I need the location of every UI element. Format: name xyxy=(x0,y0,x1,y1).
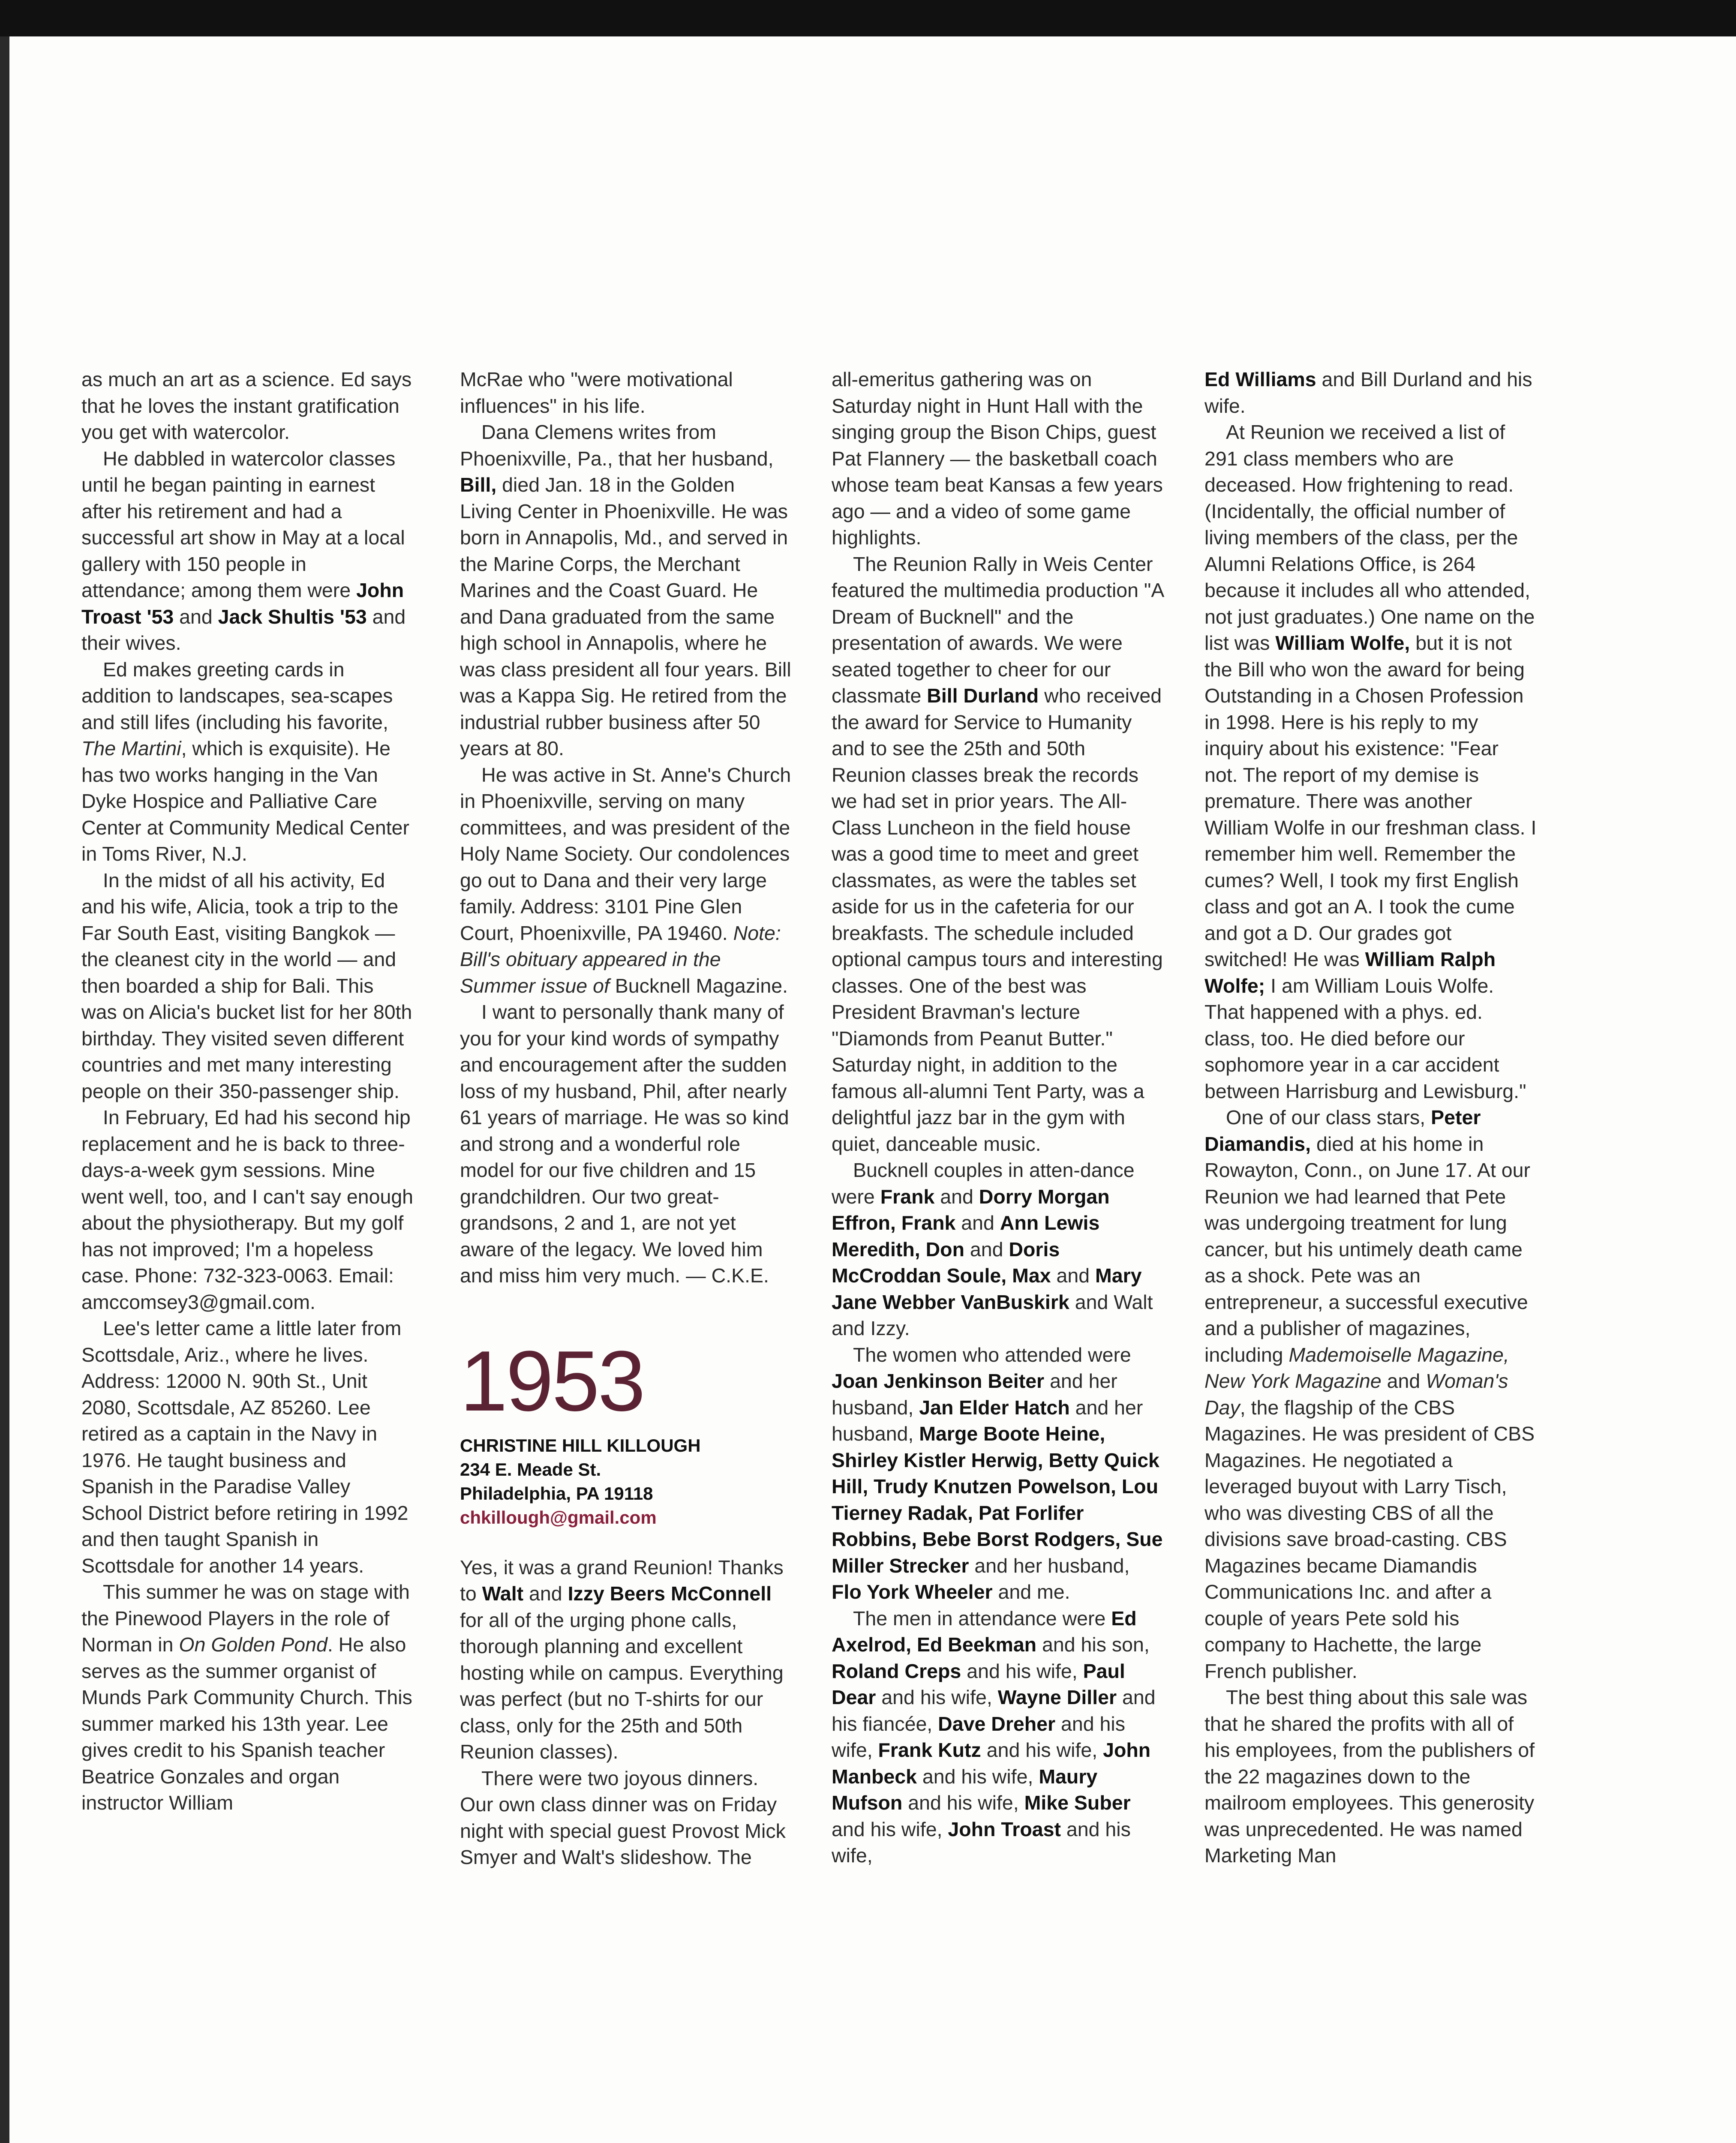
paragraph: The men in attendance were Ed Axelrod, Ed Beekman and his son, Roland Creps and his wife, Paul Dear and his wife, Wayne Diller and his fiancée, Dave Dreher and his wife, Frank Kutz and his wife, John Manbeck and his wife, Maury Mufson and his wife, Mike Suber and his wife, John Troast and his wife, xyxy=(832,1607,1156,1867)
person-name: Walt xyxy=(482,1582,524,1605)
person-name: Izzy Beers McConnell xyxy=(568,1582,772,1605)
paragraph: Yes, it was a grand Reunion! Thanks to Walt and Izzy Beers McConnell for all of the urging phone calls, thorough planning and excellent hosting while on campus. Everything was perfect (but no T-shirts for our class, only for the 25th and 50th Reunion classes). xyxy=(460,1556,784,1763)
paragraph: One of our class stars, Peter Diamandis, died at his home in Rowayton, Conn., on June 17. At our Reunion we had learned that Pete was undergoing treatment for lung cancer, but his untimely death came as a shock. Pete was an entrepreneur, a successful executive and a publisher of magazines, including Mademoiselle Magazine, New York Magazine and Woman's Day, the flagship of the CBS Magazines. He was president of CBS Magazines. He negotiated a leveraged buyout with Larry Tisch, who was divesting CBS of all the divisions save broad-casting. CBS Magazines became Diamandis Communications Inc. and after a couple of years Pete sold his company to Hachette, the large French publisher. xyxy=(1204,1106,1535,1682)
paragraph: Ed makes greeting cards in addition to landscapes, sea-scapes and still lifes (including his favorite, The Martini, which is exquisite). He has two works hanging in the Van Dyke Hospice and Palliative Care Center at Community Medical Center in Toms River, N.J. xyxy=(81,658,409,865)
person-name: Bill Durland xyxy=(927,684,1039,707)
paragraph: This summer he was on stage with the Pinewood Players in the role of Norman in On Golden Pond. He also serves as the summer organist of Munds Park Community Church. This summer marked his 13th year. Lee gives credit to his Spanish teacher Beatrice Gonzales and organ instructor William xyxy=(81,1581,412,1814)
correspondent-street: 234 E. Meade St. xyxy=(460,1459,601,1480)
column-1 xyxy=(81,366,414,1816)
paragraph: I want to personally thank many of you for your kind words of sympathy and encouragement after the sudden loss of my husband, Phil, after nearly 61 years of marriage. He was so kind and strong and a wonderful role model for our five children and 15 grandchildren. Our two great-grandsons, 2 and 1, are not yet aware of the legacy. We loved him and miss him very much. — C.K.E. xyxy=(460,1001,789,1287)
correspondent-name: CHRISTINE HILL KILLOUGH xyxy=(460,1435,701,1456)
person-name: John Troast '53 xyxy=(81,579,404,628)
person-name: Jack Shultis '53 xyxy=(218,605,367,628)
correspondent-email[interactable]: chkillough@gmail.com xyxy=(460,1507,657,1528)
class-correspondent-contact xyxy=(460,1434,792,1530)
paragraph: In February, Ed had his second hip replacement and he is back to three-days-a-week gym sessions. Mine went well, too, and I can't say enough about the physiotherapy. But my golf has not improved; I'm a hopeless case. Phone: 732-323-0063. Email: amccomsey3@gmail.com. xyxy=(81,1106,414,1313)
paragraph: Ed Williams and Bill Durland and his wife. xyxy=(1204,368,1532,417)
paragraph: all-emeritus gathering was on Saturday night in Hunt Hall with the singing group the Bison Chips, guest Pat Flannery — the basketball coach whose team beat Kansas a few years ago — and a video of some game highlights. xyxy=(832,368,1163,549)
paragraph: He dabbled in watercolor classes until he began painting in earnest after his retirement and had a successful art show in May at a local gallery with 150 people in attendance; among them were John Troast '53 and Jack Shultis '53 and their wives. xyxy=(81,447,406,654)
paragraph: The best thing about this sale was that he shared the profits with all of his employees, from the publishers of the 22 magazines down to the mailroom employees. This generosity was unprecedented. He was named Marketing Man xyxy=(1204,1686,1535,1867)
class-year-heading: 1953 xyxy=(460,1333,644,1429)
person-name: Peter Diamandis, xyxy=(1204,1106,1481,1155)
paragraph: He was active in St. Anne's Church in Phoenixville, serving on many committees, and was president of the Holy Name Society. Our condolences go out to Dana and their very large family. Address: 3101 Pine Glen Court, Phoenixville, PA 19460. Note: Bill's obituary appeared in the Summer issue of Bucknell Magazine. xyxy=(460,763,791,997)
paragraph: At Reunion we received a list of 291 class members who are deceased. How frightening to read. (Incidentally, the official number of living members of the class, per the Alumni Relations Office, is 264 because it includes all who attended, not just graduates.) One name on the list was William Wolfe, but it is not the Bill who won the award for being Outstanding in a Chosen Profession in 1998. Here is his reply to my inquiry about his existence: "Fear not. The report of my demise is premature. There was another William Wolfe in our freshman class. I remember him well. Remember the cumes? Well, I took my first English class and got an A. I took the cume and got a D. Our grades got switched! He was William Ralph Wolfe; I am William Louis Wolfe. That happened with a phys. ed. class, too. He died before our sophomore year in a car accident between Harrisburg and Lewisburg." xyxy=(1204,421,1537,1102)
person-name: William Wolfe, xyxy=(1275,632,1410,654)
paragraph: The Reunion Rally in Weis Center featured the multimedia production "A Dream of Bucknell" and the presentation of awards. We were seated together to cheer for our classmate Bill Durland who received the award for Service to Humanity and to see the 25th and 50th Reunion classes break the records we had set in prior years. The All-Class Luncheon in the field house was a good time to meet and greet classmates, as were the tables set aside for us in the cafeteria for our breakfasts. The schedule included optional campus tours and interesting classes. One of the best was President Bravman's lecture "Diamonds from Peanut Butter." Saturday night, in addition to the famous all-alumni Tent Party, was a delightful jazz bar in the gym with quiet, danceable music. xyxy=(832,552,1163,1155)
column-3 xyxy=(832,366,1164,1869)
person-name: William Ralph Wolfe; xyxy=(1204,948,1496,997)
scan-top-border xyxy=(0,0,1736,36)
column-2 xyxy=(460,366,792,1871)
scan-left-edge xyxy=(0,36,9,2143)
column-4 xyxy=(1204,366,1537,1869)
paragraph: There were two joyous dinners. Our own class dinner was on Friday night with special guest Provost Mick Smyer and Walt's slideshow. The xyxy=(460,1767,786,1868)
paragraph: Bucknell couples in atten-dance were Frank and Dorry Morgan Effron, Frank and Ann Lewis Meredith, Don and Doris McCroddan Soule, Max and Mary Jane Webber VanBuskirk and Walt and Izzy. xyxy=(832,1159,1153,1339)
paragraph: as much an art as a science. Ed says that he loves the instant gratification you get with watercolor. xyxy=(81,368,412,443)
paragraph: The women who attended were Joan Jenkinson Beiter and her husband, Jan Elder Hatch and her husband, Marge Boote Heine, Shirley Kistler Herwig, Betty Quick Hill, Trudy Knutzen Powelson, Lou Tierney Radak, Pat Forlifer Robbins, Bebe Borst Rodgers, Sue Miller Strecker and her husband, Flo York Wheeler and me. xyxy=(832,1343,1163,1603)
paragraph: Dana Clemens writes from Phoenixville, Pa., that her husband, Bill, died Jan. 18 in the Golden Living Center in Phoenixville. He was born in Annapolis, Md., and served in the Marine Corps, the Merchant Marines and the Coast Guard. He and Dana graduated from the same high school in Annapolis, where he was class president all four years. Bill was a Kappa Sig. He retired from the industrial rubber business after 50 years at 80. xyxy=(460,421,791,759)
paragraph: Lee's letter came a little later from Scottsdale, Ariz., where he lives. Address: 12000 N. 90th St., Unit 2080, Scottsdale, AZ 85260. Lee retired as a captain in the Navy in 1976. He taught business and Spanish in the Paradise Valley School District before retiring in 1992 and then taught Spanish in Scottsdale for another 14 years. xyxy=(81,1317,408,1577)
person-name: Bill, xyxy=(460,474,497,496)
paragraph: In the midst of all his activity, Ed and his wife, Alicia, took a trip to the Far South East, visiting Bangkok — the cleanest city in the world — and then boarded a ship for Bali. This was on Alicia's bucket list for her 80th birthday. They visited seven different countries and met many interesting people on their 350-passenger ship. xyxy=(81,869,412,1102)
correspondent-city: Philadelphia, PA 19118 xyxy=(460,1483,653,1504)
person-name: Ed Williams xyxy=(1204,368,1316,390)
paragraph: McRae who "were motivational influences" in his life. xyxy=(460,368,733,417)
